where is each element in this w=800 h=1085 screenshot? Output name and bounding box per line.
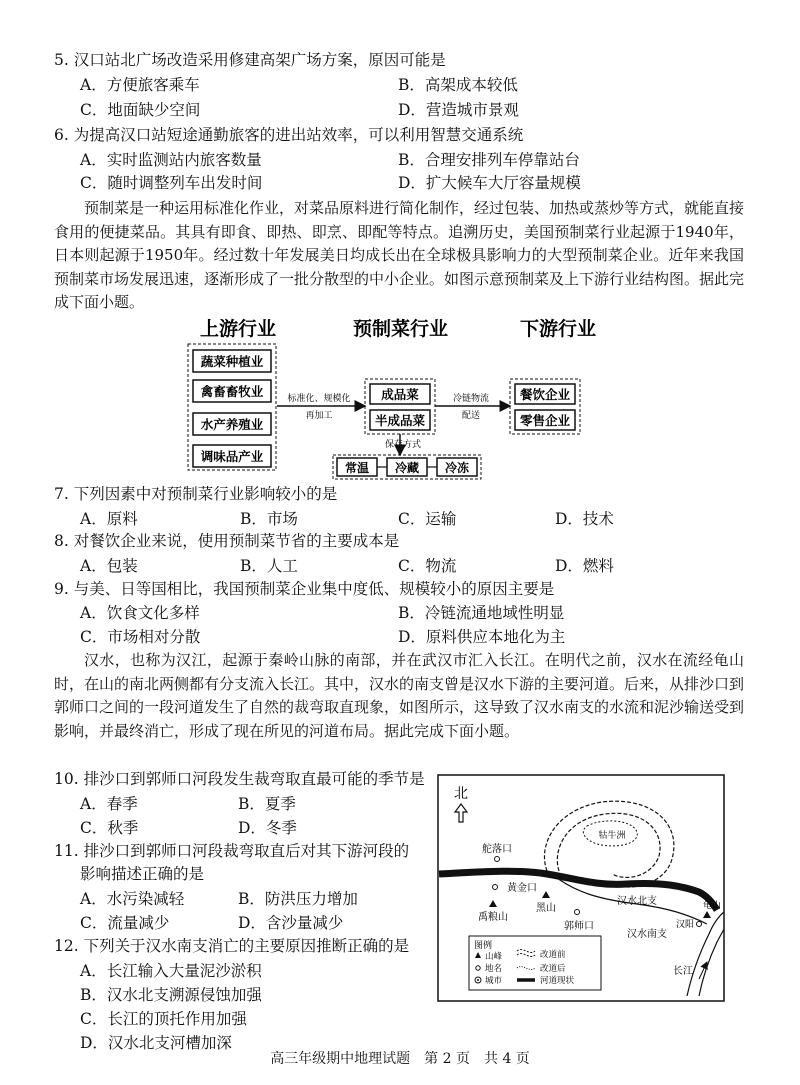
q7-option-b: B．市场 [240, 510, 298, 528]
storage-label: 保存方式 [384, 440, 422, 450]
q10-option-d: D．冬季 [238, 819, 297, 837]
q5-option-c: C．地面缺少空间 [80, 101, 201, 119]
q9-option-b: B．冷链流通地域性明显 [398, 604, 565, 622]
middle-item-2: 半成品菜 [374, 413, 426, 428]
legend-title: 图例 [474, 941, 493, 951]
q11-option-c: C．流量减少 [80, 914, 170, 932]
q5-option-b: B．高架成本较低 [398, 76, 518, 94]
hanshui-river-map [437, 774, 725, 1002]
q6-stem: 6. 为提高汉口站短途通勤旅客的进出站效率，可以利用智慧交通系统 [54, 126, 524, 144]
q8-option-a: A．包装 [80, 557, 138, 575]
map-label-tuoluokou: 舵落口 [482, 844, 512, 855]
downstream-title: 下游行业 [520, 318, 597, 340]
legend-place: 地名 [485, 964, 503, 974]
q11-stem-line2: 影响描述正确的是 [80, 865, 205, 883]
arrow2-label-bottom: 配送 [461, 411, 481, 421]
middle-title: 预制菜行业 [353, 318, 449, 340]
q7-stem: 7. 下列因素中对预制菜行业影响较小的是 [54, 485, 338, 503]
q10-option-b: B．夏季 [238, 795, 296, 813]
q12-option-a: A．长江输入大量泥沙淤积 [80, 962, 262, 980]
q6-option-c: C．随时调整列车出发时间 [80, 174, 263, 192]
map-label-hanshui-south: 汉水南支 [627, 929, 667, 940]
downstream-item-2: 零售企业 [519, 413, 571, 428]
q5-option-d: D．营造城市景观 [398, 101, 519, 119]
q6-option-b: B．合理安排列车停靠站台 [398, 151, 580, 169]
q8-option-b: B．人工 [240, 557, 298, 575]
q9-option-a: A．饮食文化多样 [80, 604, 200, 622]
upstream-title: 上游行业 [200, 318, 277, 340]
map-label-hanshui-north: 汉水北支 [617, 896, 657, 907]
map-label-hanyang: 汉阳 [675, 920, 695, 930]
arrow2-label-top: 冷链物流 [452, 394, 490, 404]
upstream-item-2: 禽畜畜牧业 [200, 384, 264, 399]
map-label-zhuniuzhou: 牯牛洲 [598, 831, 626, 841]
q11-option-b: B．防洪压力增加 [238, 890, 358, 908]
north-label: 北 [454, 786, 468, 802]
map-label-heishan: 黑山 [536, 903, 556, 914]
q12-option-d: D．汉水北支河槽加深 [80, 1034, 232, 1052]
upstream-item-4: 调味品产业 [200, 449, 264, 464]
q7-option-a: A．原料 [80, 510, 138, 528]
q9-stem: 9. 与美、日等国相比，我国预制菜企业集中度低、规模较小的原因主要是 [54, 580, 555, 598]
q12-stem: 12. 下列关于汉水南支消亡的主要原因推断正确的是 [54, 937, 410, 955]
passage-prepared-food: 预制菜是一种运用标准化作业，对菜品原料进行简化制作，经过包装、加热或蒸炒等方式，就能直接食用的便捷菜品。其具有即食、即热、即烹、即配等特点。追溯历史，美国预制菜行业起源于1940年，日本则起源于1950年。经过数十年发展美日均成长出在全球极具影响力的大型预制菜企业。近年来我国预制菜市场发展迅速，逐渐形成了一批分散型的中小企业。如图示意预制菜及上下游行业结构图。据此完成下面小题。 [54, 199, 745, 311]
q12-option-b: B．汉水北支溯源侵蚀加强 [80, 986, 262, 1004]
q9-option-d: D．原料供应本地化为主 [398, 628, 566, 646]
middle-item-1: 成品菜 [381, 387, 419, 402]
legend-peak: 山峰 [485, 952, 503, 962]
q6-option-d: D．扩大候车大厅容量规模 [398, 174, 581, 192]
q11-option-d: D．含沙量减少 [238, 914, 344, 932]
q12-option-c: C．长江的顶托作用加强 [80, 1010, 247, 1028]
arrow1-label-top: 标准化、规模化 [287, 394, 351, 404]
q10-option-a: A．春季 [80, 795, 138, 813]
q11-stem-line1: 11. 排沙口到郭师口河段裁弯取直后对其下游河段的 [54, 842, 410, 860]
q8-stem: 8. 对餐饮企业来说，使用预制菜节省的主要成本是 [54, 532, 400, 550]
q7-option-d: D．技术 [555, 510, 614, 528]
map-label-guishan: 龟山 [702, 901, 722, 911]
storage-item-3: 冷冻 [444, 461, 470, 475]
page-footer: 高三年级期中地理试题 第 2 页 共 4 页 [270, 1051, 530, 1067]
map-label-changjiang: 长江 [673, 966, 693, 977]
q6-option-a: A．实时监测站内旅客数量 [80, 151, 262, 169]
q10-stem: 10. 排沙口到郭师口河段发生裁弯取直最可能的季节是 [54, 770, 425, 788]
downstream-item-1: 餐饮企业 [519, 387, 571, 402]
map-label-yuliangshan: 禹粮山 [478, 912, 508, 923]
q7-option-c: C．运输 [398, 510, 457, 528]
upstream-item-3: 水产养殖业 [200, 417, 264, 432]
q9-option-c: C．市场相对分散 [80, 628, 201, 646]
q8-option-c: C．物流 [398, 557, 457, 575]
legend-city: 城市 [485, 976, 503, 986]
passage-hanshui: 汉水，也称为汉江，起源于秦岭山脉的南部，并在武汉市汇入长江。在明代之前，汉水在流经龟山时，在山的南北两侧都有分支流入长江。其中，汉水的南支曾是汉水下游的主要河道。后来，从排沙口到郭师口之间的一段河道发生了自然的裁弯取直现象，如图所示，这导致了汉水南支的水流和泥沙输送受到影响，并最终消亡，形成了现在所见的河道布局。据此完成下面小题。 [54, 651, 745, 740]
map-label-huangjinkou: 黄金口 [507, 883, 537, 894]
legend-current: 河道现状 [540, 976, 575, 986]
legend-after: 改道后 [540, 964, 566, 974]
industry-structure-diagram [185, 317, 615, 482]
q5-option-a: A．方便旅客乘车 [80, 76, 200, 94]
q8-option-d: D．燃料 [555, 557, 614, 575]
storage-item-2: 冷藏 [394, 461, 420, 475]
arrow1-label-bottom: 再加工 [305, 411, 333, 421]
q5-stem: 5. 汉口站北广场改造采用修建高架广场方案，原因可能是 [54, 51, 446, 69]
storage-item-1: 常温 [344, 461, 370, 475]
upstream-item-1: 蔬菜种植业 [200, 354, 264, 369]
legend-before: 改道前 [540, 950, 566, 960]
map-label-guoshikou: 郭师口 [564, 921, 594, 932]
q11-option-a: A．水污染减轻 [80, 890, 185, 908]
q10-option-c: C．秋季 [80, 819, 139, 837]
